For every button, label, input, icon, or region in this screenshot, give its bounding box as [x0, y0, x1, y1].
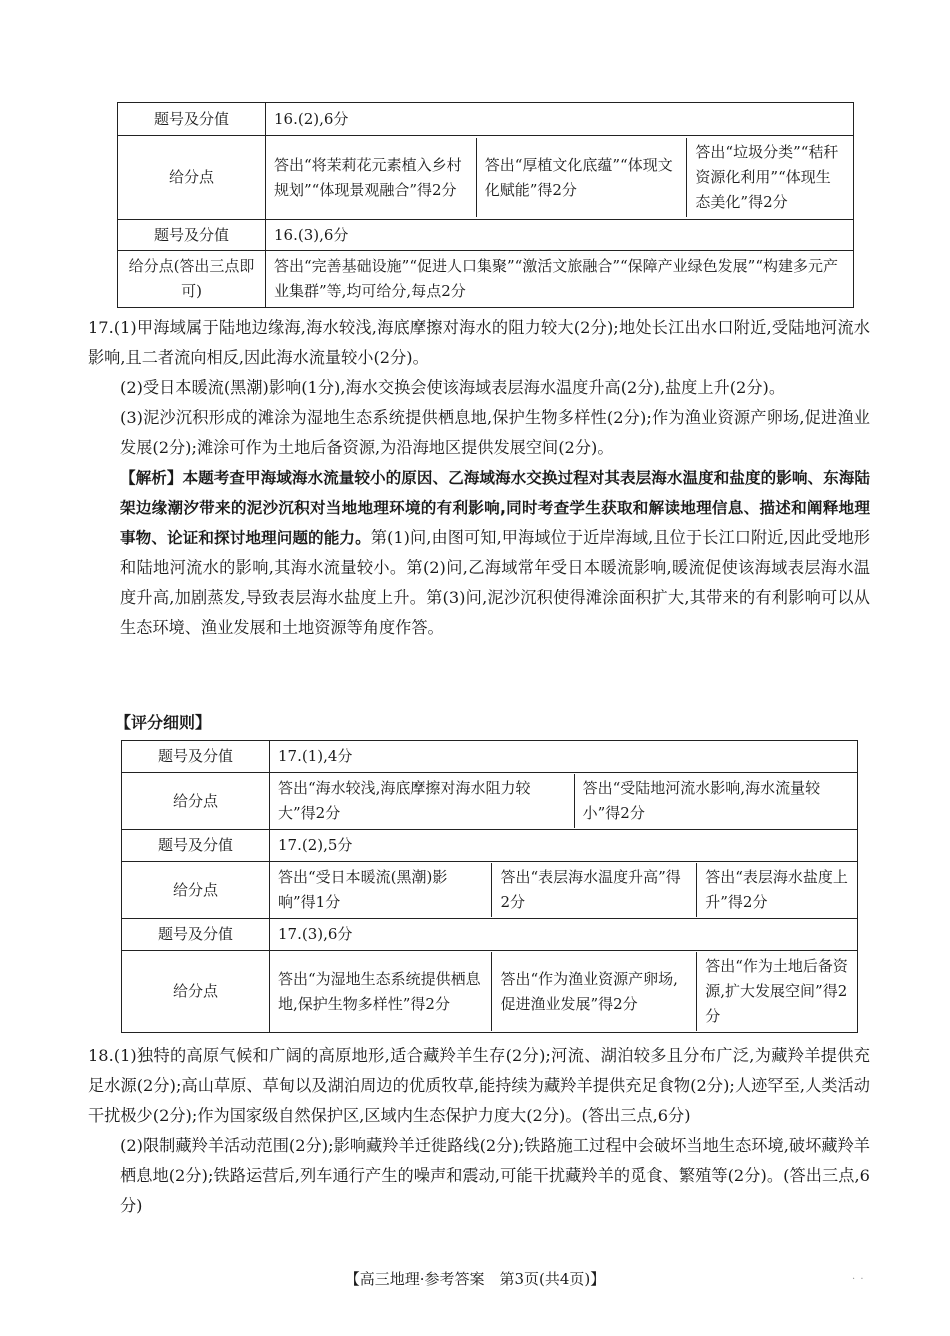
- question-18: [88, 1041, 870, 1221]
- table17-q2-point-1: 答出“受日本暖流(黑潮)影响”得1分: [278, 868, 448, 911]
- question-17: [88, 313, 870, 643]
- table16-point-2: 答出“厚植文化底蕴”“体现文化赋能”得2分: [476, 138, 687, 217]
- q17-answer-3: (3)泥沙沉积形成的滩涂为湿地生态系统提供栖息地,保护生物多样性(2分);作为渔业资源产卵场,促进渔业发展(2分);滩涂可作为土地后备资源,为沿海地区提供发展空间(2分)。: [120, 408, 870, 457]
- table17-value-question-1: 17.(1),4分: [270, 741, 858, 773]
- table17-value-question-2: 17.(2),5分: [270, 830, 858, 862]
- table17-label-question: 题号及分值: [122, 830, 270, 862]
- table17-q2-point-3: 答出“表层海水盐度上升”得2分: [697, 863, 857, 917]
- table16-point-1: 答出“将茉莉花元素植入乡村规划”“体现景观融合”得2分: [274, 155, 462, 199]
- question-18-number: 18.: [88, 1046, 114, 1065]
- table16-label-points: 给分点: [118, 136, 266, 220]
- question-17-number: 17.: [88, 318, 114, 337]
- table16-value-question-3: 16.(3),6分: [266, 220, 854, 251]
- scoring-table-17: [121, 740, 858, 1033]
- q17-analysis-intro: 【解析】本题考查甲海域海水流量较小的原因、乙海域海水交换过程对其表层海水温度和盐度的影响、东海陆架边缘潮汐带来的泥沙沉积对当地地理环境的有利影响,同时考查学生获取和解读地理信息、描述和阐释地理事物、论证和探讨地理问题的能力。: [120, 469, 870, 547]
- table17-label-question: 题号及分值: [122, 919, 270, 951]
- page-footer: 【高三地理·参考答案 第3页(共4页)】: [344, 1270, 606, 1288]
- footer-dots: · ·: [852, 1274, 865, 1285]
- q18-answer-1: (1)独特的高原气候和广阔的高原地形,适合藏羚羊生存(2分);河流、湖泊较多且分布广泛,为藏羚羊提供充足水源(2分);高山草原、草甸以及湖泊周边的优质牧草,能持续为藏羚羊提供充足食物(2分);人迹罕至,人类活动干扰极少(2分);作为国家级自然保护区,区域内生态保护力度大(2分)。(答出三点,6分): [88, 1046, 870, 1125]
- table17-q1-point-1: 答出“海水较浅,海底摩擦对海水阻力较大”得2分: [278, 779, 531, 822]
- table17-q1-point-2: 答出“受陆地河流水影响,海水流量较小”得2分: [574, 774, 857, 828]
- q17-analysis-detail: 第(1)问,由图可知,甲海域位于近岸海域,且位于长江口附近,因此受地形和陆地河流水的影响,其海水流量较小。第(2)问,乙海域常年受日本暖流影响,暖流促使该海域表层海水温度升高,加剧蒸发,导致表层海水盐度上升。第(3)问,泥沙沉积使得滩涂面积扩大,其带来的有利影响可以从生态环境、渔业发展和土地资源等角度作答。: [120, 528, 870, 637]
- scoring-table-16: [117, 102, 854, 308]
- q17-analysis: [88, 463, 870, 643]
- table16-label-question: 题号及分值: [118, 103, 266, 136]
- table16-label-question: 题号及分值: [118, 220, 266, 251]
- table17-q3-point-3: 答出“作为土地后备资源,扩大发展空间”得2分: [697, 952, 857, 1031]
- q17-answer-1: (1)甲海域属于陆地边缘海,海水较浅,海底摩擦对海水的阻力较大(2分);地处长江出水口附近,受陆地河流水影响,且二者流向相反,因此海水流量较小(2分)。: [88, 318, 870, 367]
- table16-value-question-2: 16.(2),6分: [266, 103, 854, 136]
- table16-point-3: 答出“垃圾分类”“秸秆资源化利用”“体现生态美化”得2分: [687, 138, 853, 217]
- table17-label-points: 给分点: [122, 862, 270, 919]
- table17-q3-point-1: 答出“为湿地生态系统提供栖息地,保护生物多样性”得2分: [278, 969, 481, 1013]
- table17-label-points: 给分点: [122, 951, 270, 1033]
- q17-answer-2: (2)受日本暖流(黑潮)影响(1分),海水交换会使该海域表层海水温度升高(2分),盐度上升(2分)。: [120, 378, 786, 397]
- q18-answer-2: (2)限制藏羚羊活动范围(2分);影响藏羚羊迁徙路线(2分);铁路施工过程中会破坏当地生态环境,破坏藏羚羊栖息地(2分);铁路运营后,列车通行产生的噪声和震动,可能干扰藏羚羊的觅食、繁殖等(2分)。(答出三点,6分): [120, 1136, 870, 1215]
- table17-label-question: 题号及分值: [122, 741, 270, 773]
- table17-q3-point-2: 答出“作为渔业资源产卵场,促进渔业发展”得2分: [492, 952, 697, 1031]
- table17-q2-point-2: 答出“表层海水温度升高”得2分: [492, 863, 697, 917]
- table16-label-points-three: 给分点(答出三点即可): [118, 251, 266, 308]
- rubric-heading-17: 【评分细则】: [115, 713, 212, 732]
- table17-value-question-3: 17.(3),6分: [270, 919, 858, 951]
- table16-points-question-3: 答出“完善基础设施”“促进人口集聚”“激活文旅融合”“保障产业绿色发展”“构建多元产业集群”等,均可给分,每点2分: [266, 251, 854, 308]
- table17-label-points: 给分点: [122, 773, 270, 830]
